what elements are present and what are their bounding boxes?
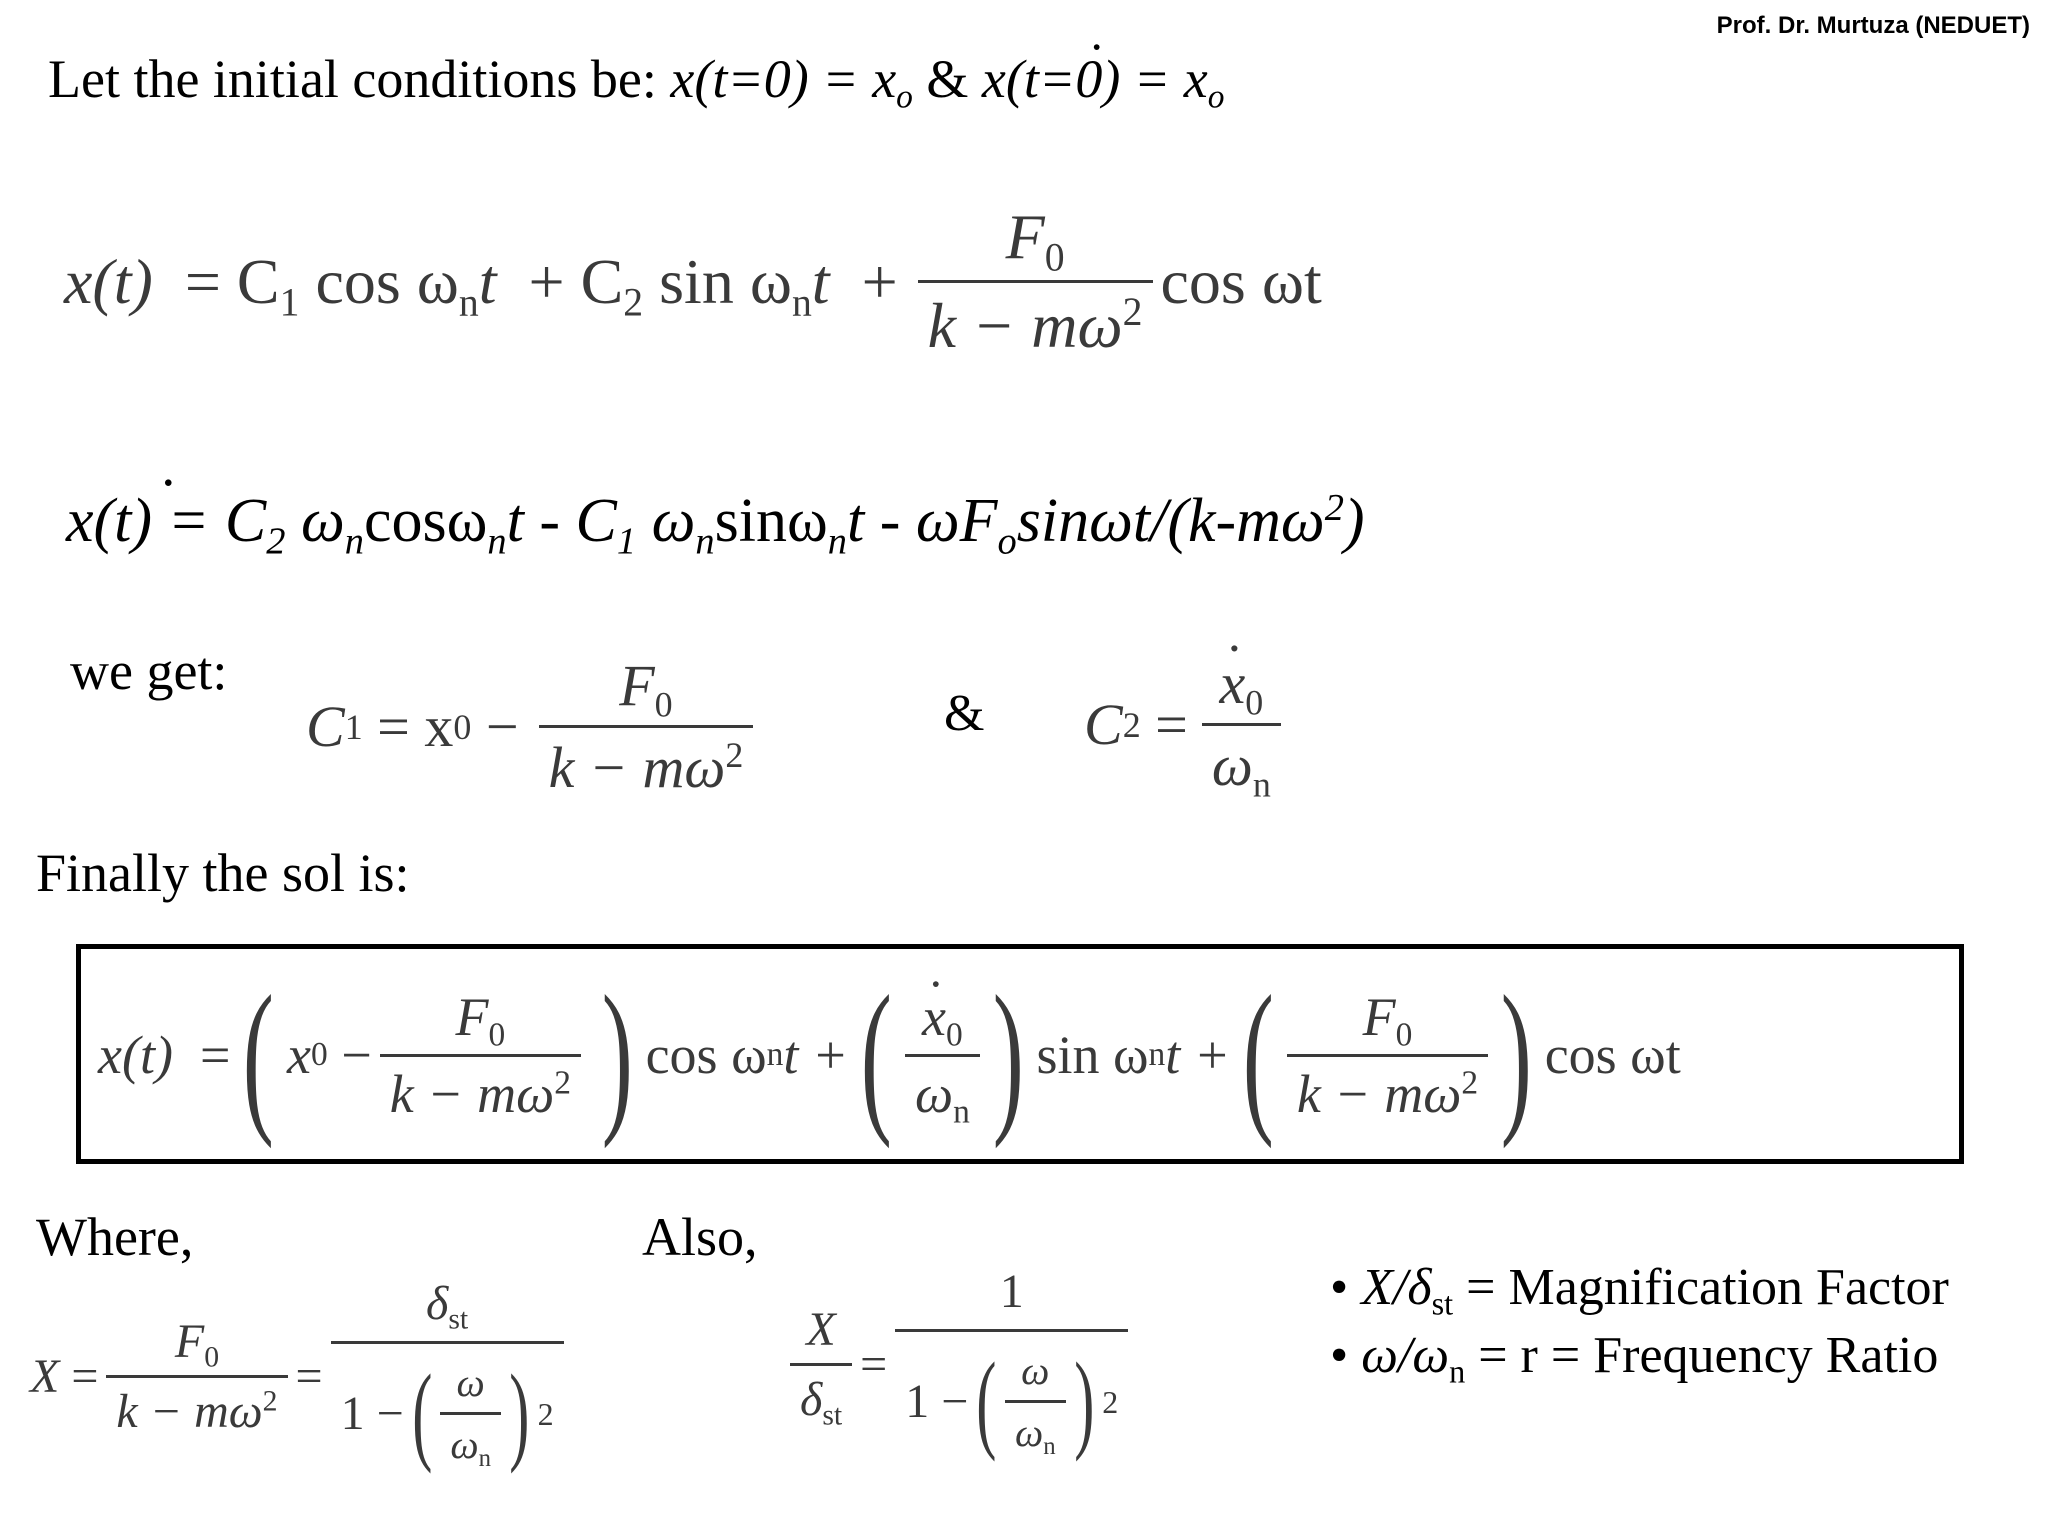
intro-text: Let the initial conditions be: [48,49,657,109]
eq-plus: + [861,245,898,317]
eq-lhs: x(t) [64,245,153,317]
author-credit: Prof. Dr. Murtuza (NEDUET) [1716,12,2030,39]
eq-tail: cos ωt [1160,245,1322,317]
x-over-delta-fraction: $\frac{X}{\delta_{st}}$ [790,1302,852,1427]
finally-label: Finally the sol is: [36,843,410,903]
final-solution-equation: x(t) = ( x 0 − $\frac{F_0}{k - m\omega^2}$ ) cos ω n t + ( ˙ $\frac{x_0}{\omega_n}$ ) sin ω n t + ( $\frac{F_0}{k - m\omega^2}$ ) cos ωt [98,962,1681,1148]
we-get-label: we get: [70,641,228,701]
magnification-equation: $\frac{X}{\delta_{st}}$ = 1 1 − ( $\frac{\omega}{\omega_n}$ ) 2 [790,1264,1136,1465]
c1-fraction: $\frac{F_0}{k - m\omega^2}$ [539,652,754,801]
bullet-magnification-factor: • $X/\delta_{st}$ = Magnification Factor [1330,1259,1949,1322]
initial-position-condition: $x(t=0) = x_o$ [670,49,913,116]
amplitude-frac-1: $\frac{F_0}{k - m\omega^2}$ [106,1314,287,1439]
c2-equation: C 2 = ˙ $\frac{x_0}{\omega_n}$ [1084,650,1289,799]
bullet-frequency-ratio: • $\omega/\omega_n = r$ = Frequency Ratio [1330,1327,1939,1390]
amplitude-frac-2: $\delta_{st}$ 1 − ( $\frac{\omega}{\omega_n}$ ) 2 [331,1276,564,1477]
eq-term2: + $C_2$ $\sin \omega_nt$ [528,245,830,325]
amplitude-equation: X = $\frac{F_0}{k - m\omega^2}$ = $\delta_{st}$ 1 − ( $\frac{\omega}{\omega_n}$ ) 2 [30,1276,572,1477]
velocity-equation: ˙ $x(t) = C_2$ $\omega_n\cos\omega_nt - C_1$ $\omega_n\sin\omega_nt - \omega F_o\sin\omega t/(k-m\omega^2)$ [66,486,1365,557]
eq-term1: = $C_1$ $\cos \omega_nt$ [184,245,497,325]
general-solution-equation [64,200,1322,363]
also-label: Also, [642,1207,758,1267]
forcing-fraction: $\frac{F_0}{k - m\omega^2}$ [918,200,1153,363]
magnification-fraction: 1 1 − ( $\frac{\omega}{\omega_n}$ ) 2 [895,1264,1128,1465]
initial-velocity-condition: ˙ $x(t=0) = x_o$ [982,49,1225,109]
c2-fraction: ˙ $\frac{x_0}{\omega_n}$ [1202,650,1281,799]
ampersand: & [926,49,969,109]
c1-c2-ampersand: & [944,685,985,742]
initial-conditions-line [48,48,1225,116]
final-frac-1: $\frac{F_0}{k - m\omega^2}$ [380,986,581,1125]
final-frac-2: ˙ $\frac{x_0}{\omega_n}$ [905,986,980,1125]
where-label: Where, [36,1207,194,1267]
final-frac-3: $\frac{F_0}{k - m\omega^2}$ [1287,986,1488,1125]
c1-equation: C 1 = x 0 − $\frac{F_0}{k - m\omega^2}$ [306,652,761,801]
